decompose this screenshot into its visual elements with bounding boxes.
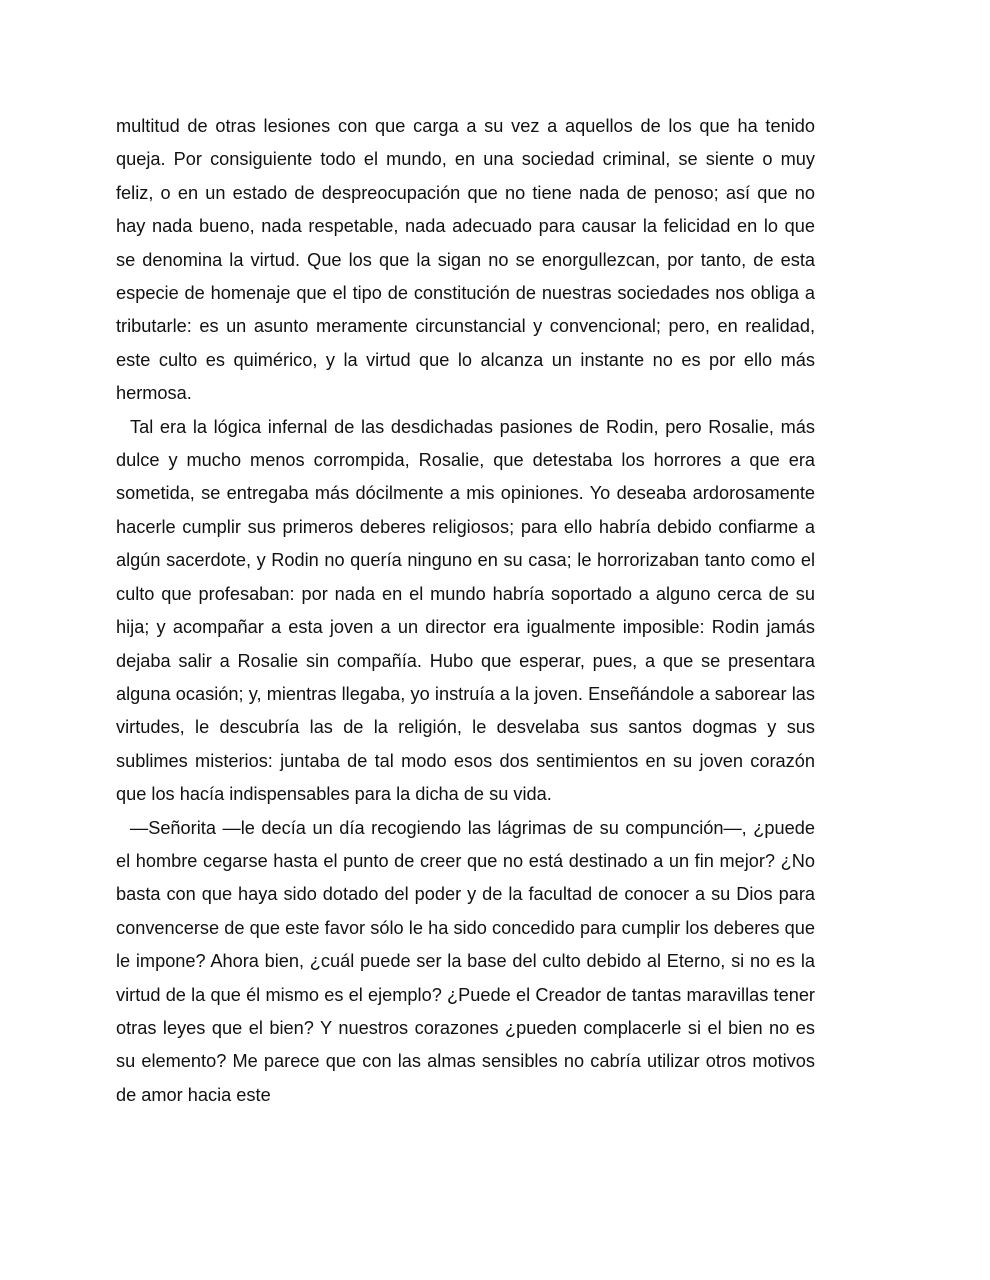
paragraph-2: Tal era la lógica infernal de las desdichadas pasiones de Rodin, pero Rosalie, más dulce y mucho menos corrompida, Rosalie, que detestaba los horrores a que era sometida, se entregaba más dócilmente a mis opiniones. Yo deseaba ardorosamente hacerle cumplir sus primeros deberes religiosos; para ello habría debido confiarme a algún sacerdote, y Rodin no quería ninguno en su casa; le horrorizaban tanto como el culto que profesaban: por nada en el mundo habría soportado a alguno cerca de su hija; y acompañar a esta joven a un director era igualmente imposible: Rodin jamás dejaba salir a Rosalie sin compañía. Hubo que esperar, pues, a que se presentara alguna ocasión; y, mientras llegaba, yo instruía a la joven. Enseñándole a saborear las virtudes, le descubría las de la religión, le desvelaba sus santos dogmas y sus sublimes misterios: juntaba de tal modo esos dos sentimientos en su joven corazón que los hacía indispensables para la dicha de su vida. xyxy=(116,416,815,805)
paragraph-3: —Señorita —le decía un día recogiendo las lágrimas de su compunción—, ¿puede el hombre cegarse hasta el punto de creer que no está destinado a un fin mejor? ¿No basta con que haya sido dotado del poder y de la facultad de conocer a su Dios para convencerse de que este favor sólo le ha sido concedido para cumplir los deberes que le impone? Ahora bien, ¿cuál puede ser la base del culto debido al Eterno, si no es la virtud de la que él mismo es el ejemplo? ¿Puede el Creador de tantas maravillas tener otras leyes que el bien? Y nuestros corazones ¿pueden complacerle si el bien no es su elemento? Me parece que con las almas sensibles no cabría utilizar otros motivos de amor hacia este xyxy=(116,817,815,1105)
paragraph-1: multitud de otras lesiones con que carga a su vez a aquellos de los que ha tenido queja. Por consiguiente todo el mundo, en una sociedad criminal, se siente o muy feliz, o en un estado de despreocupación que no tiene nada de penoso; así que no hay nada bueno, nada respetable, nada adecuado para causar la felicidad en lo que se denomina la virtud. Que los que la sigan no se enorgullezcan, por tanto, de esta especie de homenaje que el tipo de constitución de nuestras sociedades nos obliga a tributarle: es un asunto meramente circunstancial y convencional; pero, en realidad, este culto es quimérico, y la virtud que lo alcanza un instante no es por ello más hermosa. xyxy=(116,116,815,404)
body-text xyxy=(116,110,815,1112)
